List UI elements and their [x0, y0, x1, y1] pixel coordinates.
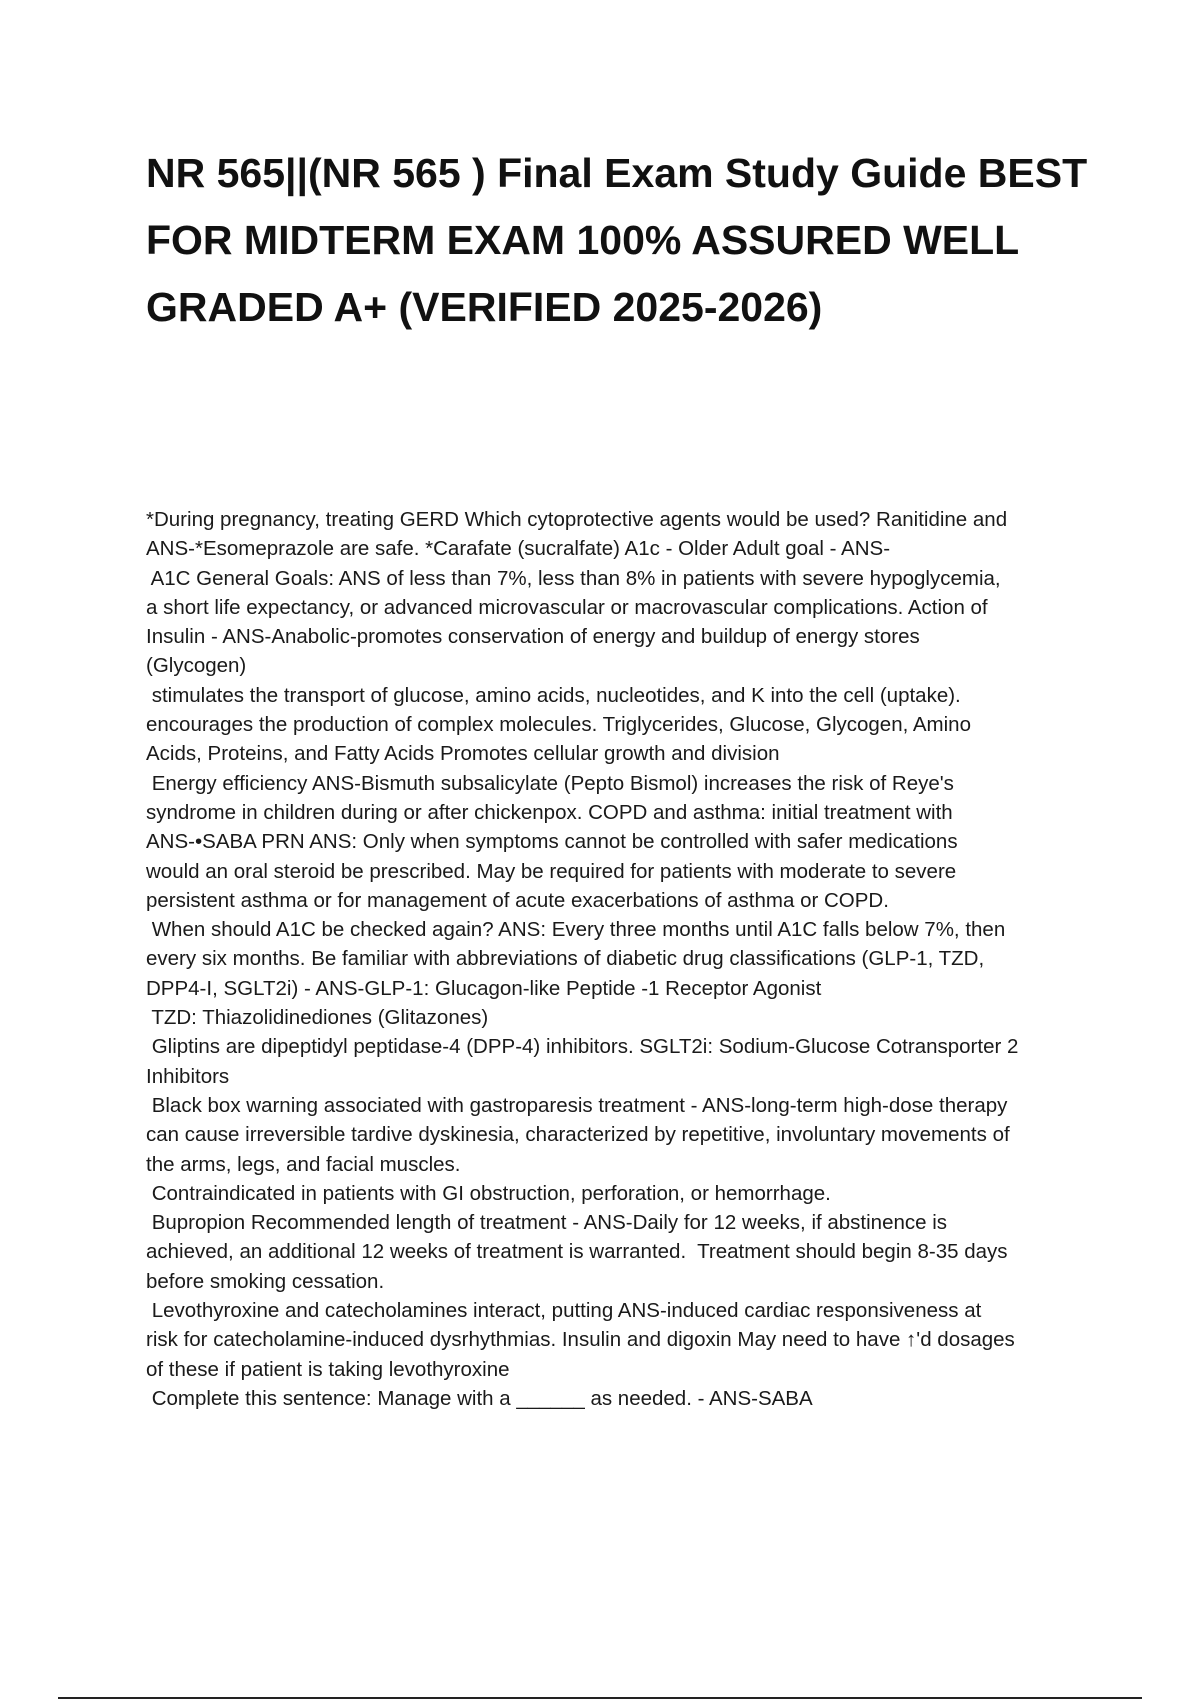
body-line: would an oral steroid be prescribed. May be required for patients with moderate to severe	[146, 859, 957, 883]
body-line: Inhibitors	[146, 1064, 230, 1088]
body-line: achieved, an additional 12 weeks of treatment is warranted. Treatment should begin 8-35 days	[146, 1240, 1008, 1264]
body-line: a short life expectancy, or advanced microvascular or macrovascular complications. Action of	[146, 595, 988, 619]
body-line: persistent asthma or for management of acute exacerbations of asthma or COPD.	[146, 888, 889, 912]
body-line: every six months. Be familiar with abbreviations of diabetic drug classifications (GLP-1, TZD,	[146, 947, 985, 971]
body-line: of these if patient is taking levothyroxine	[146, 1357, 510, 1381]
body-line: Energy efficiency ANS-Bismuth subsalicylate (Pepto Bismol) increases the risk of Reye's	[146, 771, 954, 795]
body-line: A1C General Goals: ANS of less than 7%, less than 8% in patients with severe hypoglycemia,	[146, 566, 1001, 590]
body-line: TZD: Thiazolidinediones (Glitazones)	[146, 1006, 489, 1030]
body-line: When should A1C be checked again? ANS: Every three months until A1C falls below 7%, then	[146, 918, 1006, 942]
body-line: encourages the production of complex molecules. Triglycerides, Glucose, Glycogen, Amino	[146, 713, 971, 737]
body-line: Acids, Proteins, and Fatty Acids Promotes cellular growth and division	[146, 742, 780, 766]
body-line: can cause irreversible tardive dyskinesia, characterized by repetitive, involuntary movements of	[146, 1123, 1010, 1147]
body-line: (Glycogen)	[146, 654, 247, 678]
body-line: stimulates the transport of glucose, amino acids, nucleotides, and K into the cell (uptake).	[146, 683, 961, 707]
body-line: DPP4-I, SGLT2i) - ANS-GLP-1: Glucagon-like Peptide -1 Receptor Agonist	[146, 976, 822, 1000]
body-line: Complete this sentence: Manage with a ______ as needed. - ANS-SABA	[146, 1386, 813, 1410]
body-line: syndrome in children during or after chickenpox. COPD and asthma: initial treatment with	[146, 800, 953, 824]
body-line: risk for catecholamine-induced dysrhythmias. Insulin and digoxin May need to have ↑'d dosages	[146, 1328, 1015, 1352]
body-line: ANS-•SABA PRN ANS: Only when symptoms cannot be controlled with safer medications	[146, 830, 958, 854]
body-line: Bupropion Recommended length of treatment - ANS-Daily for 12 weeks, if abstinence is	[146, 1211, 948, 1235]
document-title: NR 565||(NR 565 ) Final Exam Study Guide BEST FOR MIDTERM EXAM 100% ASSURED WELL GRADED A+ (VERIFIED 2025-2026)	[146, 150, 1088, 330]
body-line: the arms, legs, and facial muscles.	[146, 1152, 461, 1176]
body-line: before smoking cessation.	[146, 1269, 385, 1293]
body-line: Contraindicated in patients with GI obstruction, perforation, or hemorrhage.	[146, 1181, 831, 1205]
body-line: Levothyroxine and catecholamines interact, putting ANS-induced cardiac responsiveness at	[146, 1299, 982, 1323]
body-line: *During pregnancy, treating GERD Which cytoprotective agents would be used? Ranitidine and	[146, 508, 1008, 531]
body-line: Black box warning associated with gastroparesis treatment - ANS-long-term high-dose therapy	[146, 1093, 1008, 1117]
document-body	[146, 505, 1146, 1413]
footer-divider	[58, 1697, 1142, 1699]
body-line: Gliptins are dipeptidyl peptidase-4 (DPP-4) inhibitors. SGLT2i: Sodium-Glucose Cotransporter 2	[146, 1035, 1019, 1059]
body-line: Insulin - ANS-Anabolic-promotes conservation of energy and buildup of energy stores	[146, 625, 920, 649]
body-line: ANS-*Esomeprazole are safe. *Carafate (sucralfate) A1c - Older Adult goal - ANS-	[146, 537, 891, 561]
